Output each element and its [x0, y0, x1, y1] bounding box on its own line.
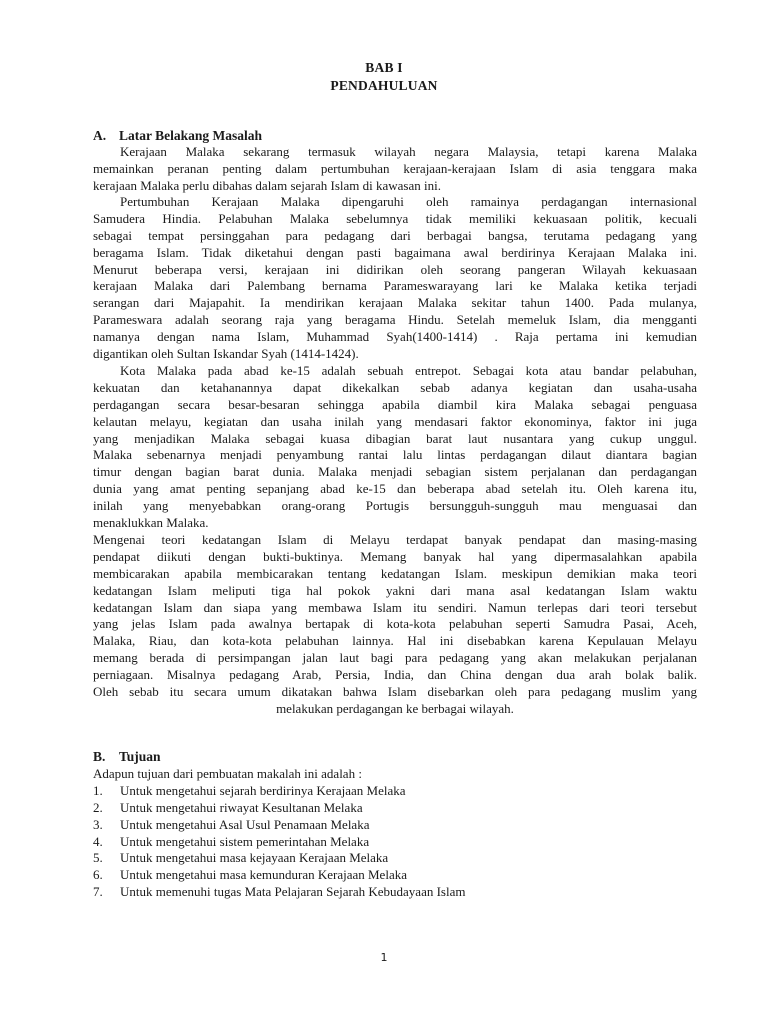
- chapter-number: BAB I: [365, 60, 403, 75]
- list-item-text: Untuk mengetahui sejarah berdirinya Kerajaan Melaka: [120, 782, 406, 798]
- list-item-number: 5.: [93, 850, 103, 866]
- paragraph-line: memainkan peranan penting dalam pertumbuhan kerajaan-kerajaan Islam di asia tenggara maka: [93, 160, 697, 176]
- paragraph-line: melakukan perdagangan ke berbagai wilayah.: [276, 700, 514, 716]
- paragraph-line: inilah yang menyebabkan orang-orang Portugis bersungguh-sungguh mau menguasai dan: [93, 498, 697, 514]
- list-item-number: 1.: [93, 782, 103, 798]
- paragraph-line: Pertumbuhan Kerajaan Malaka dipengaruhi oleh ramainya perdagangan internasional: [120, 194, 697, 209]
- list-item-text: Untuk mengetahui masa kemunduran Kerajaan Melaka: [120, 867, 407, 883]
- list-item-number: 3.: [93, 816, 103, 832]
- list-item-number: 4.: [93, 833, 103, 849]
- paragraph-line: Samudera Hindia. Pelabuhan Malaka sebelumnya tidak memiliki kekuasaan politik, kecuali: [93, 210, 697, 226]
- list-item-text: Untuk mengetahui Asal Usul Penamaan Melaka: [120, 816, 370, 832]
- section-b-heading: [93, 749, 161, 765]
- list-item-text: Untuk mengetahui riwayat Kesultanan Melaka: [120, 799, 363, 815]
- paragraph-line: timur dengan bagian barat dunia. Malaka menjadi sebagian sistem perjalanan dan perdagangan: [93, 464, 697, 480]
- paragraph-line: perdagangan secara besar-besaran sehingga apabila diambil kira Malaka sebagai penguasa: [93, 396, 697, 412]
- list-item: [93, 817, 697, 834]
- section-a-heading: [93, 128, 262, 144]
- paragraph-line: kerajaan Malaka dari Palembang bernama Parameswarayang lari ke Malaka ketika terjadi: [93, 278, 697, 294]
- paragraph-line: dunia yang amat penting sepanjang abad ke-15 dan beberapa abad setelah itu. Oleh karena itu,: [93, 481, 697, 497]
- paragraph-line: memang berada di persimpangan jalan laut bagi para pedagang yang akan melakukan perjalanan: [93, 650, 697, 666]
- paragraph-line: kelautan melayu, kegiatan dan usaha inilah yang mendasari faktor ekonominya, faktor ini juga: [93, 413, 697, 429]
- list-item: [93, 850, 697, 867]
- paragraph-line: Oleh sebab itu secara umum dikatakan bahwa Islam disebarkan oleh para pedagang muslim yang: [93, 684, 697, 700]
- list-item-number: 6.: [93, 867, 103, 883]
- paragraph-line: kedatangan Islam meliputi tiga hal pokok yakni dari mana asal kedatangan Islam waktu: [93, 582, 697, 598]
- list-item: [93, 834, 697, 851]
- paragraph-line: pendapat diikuti dengan bukti-buktinya. Memang banyak hal yang dipermasalahkan apabila: [93, 548, 697, 564]
- paragraph-line: serangan dari Majapahit. Ia mendirikan kerajaan Malaka sekitar tahun 1400. Pada mulanya,: [93, 295, 697, 311]
- list-item-number: 2.: [93, 799, 103, 815]
- paragraph-line: kedatangan Islam dan siapa yang membawa Islam itu sendiri. Namun terlepas dari teori tersebut: [93, 599, 697, 615]
- paragraph-line: perniagaan. Misalnya pedagang Arab, Persia, India, dan China dengan dua arah bolak balik.: [93, 667, 697, 683]
- paragraph-1: [93, 144, 697, 195]
- list-item: [93, 800, 697, 817]
- paragraph-line: membicarakan apabila membicarakan tentang kedatangan Islam. meskipun demikian maka teori: [93, 565, 697, 581]
- list-item: [93, 884, 697, 901]
- paragraph-2: [93, 194, 697, 363]
- paragraph-line: Malaka, Riau, dan kota-kota pelabuhan lainnya. Hal ini disebabkan karena Kepulauan Melayu: [93, 633, 697, 649]
- list-item-text: Untuk memenuhi tugas Mata Pelajaran Sejarah Kebudayaan Islam: [120, 884, 466, 900]
- section-a-number: A.: [93, 128, 107, 143]
- paragraph-line: Menurut beberapa versi, kerajaan ini didirikan oleh seorang pangeran Wilayah kekuasaan: [93, 261, 697, 277]
- page-number: 1: [380, 951, 388, 964]
- paragraph-line: kerajaan Malaka perlu dibahas dalam sejarah Islam di kawasan ini.: [93, 177, 441, 193]
- paragraph-line: kekuatan dan ketahanannya dapat dikekalkan sebab adanya kegiatan dan usaha-usaha: [93, 379, 697, 395]
- list-item-text: Untuk mengetahui sistem pemerintahan Melaka: [120, 833, 370, 849]
- paragraph-4: [93, 532, 697, 718]
- paragraph-line: beragama Islam. Tidak diketahui dengan pasti bagaimana awal berdirinya Kerajaan Malaka ini.: [93, 244, 697, 260]
- list-item-number: 7.: [93, 884, 103, 900]
- section-b-number: B.: [93, 749, 106, 764]
- list-item: [93, 783, 697, 800]
- chapter-title: PENDAHULUAN: [330, 78, 438, 93]
- paragraph-line: Kota Malaka pada abad ke-15 adalah sebuah entrepot. Sebagai kota atau bandar pelabuhan,: [120, 363, 697, 378]
- paragraph-line: yang menjadikan Malaka sebagai kuasa dibagian barat laut nusantara yang cukup unggul.: [93, 430, 697, 446]
- paragraph-line: namanya dengan nama Islam, Muhammad Syah(1400-1414) . Raja pertama ini kemudian: [93, 329, 697, 345]
- paragraph-line: yang jelas Islam pada awalnya bertapak di kota-kota pelabuhan seperti Samudra Pasai, Aceh,: [93, 616, 697, 632]
- paragraph-line: Kerajaan Malaka sekarang termasuk wilayah negara Malaysia, tetapi karena Malaka: [120, 144, 697, 159]
- paragraph-line: Malaka sebenarnya menjadi penyambung rantai lalu lintas perdagangan dilaut diantara bagian: [93, 447, 697, 463]
- paragraph-line: Parameswara adalah seorang raja yang beragama Hindu. Setelah memeluk Islam, dia mengganti: [93, 312, 697, 328]
- paragraph-3: [93, 363, 697, 532]
- section-b-title: Tujuan: [119, 749, 161, 764]
- section-a-title: Latar Belakang Masalah: [119, 128, 263, 143]
- paragraph-line: menaklukkan Malaka.: [93, 515, 209, 531]
- objectives-list: [93, 766, 697, 901]
- list-item: [93, 867, 697, 884]
- paragraph-line: digantikan oleh Sultan Iskandar Syah (1414-1424).: [93, 346, 359, 362]
- objectives-intro: Adapun tujuan dari pembuatan makalah ini adalah :: [93, 766, 362, 781]
- paragraph-line: sebagai tempat persinggahan para pedagang dari berbagai bangsa, terutama pedagang yang: [93, 227, 697, 243]
- list-item-text: Untuk mengetahui masa kejayaan Kerajaan Melaka: [120, 850, 389, 866]
- paragraph-line: Mengenai teori kedatangan Islam di Melayu terdapat banyak pendapat dan masing-masing: [93, 532, 697, 547]
